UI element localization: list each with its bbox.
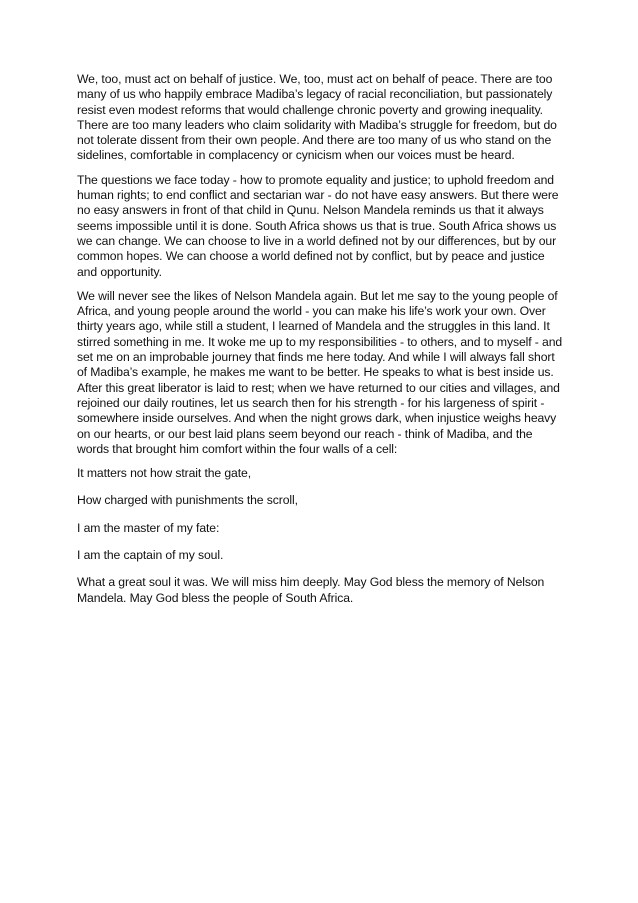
document-body [77, 72, 565, 615]
verse-line-4: I am the captain of my soul. [77, 548, 224, 563]
closing-paragraph: What a great soul it was. We will miss him deeply. May God bless the memory of Nelson Mandela. May God bless the people of South Africa. [77, 575, 545, 605]
paragraph-questions-we-face: The questions we face today - how to promote equality and justice; to uphold freedom and human rights; to end conflict and sectarian war - do not have easy answers. But there were no easy answers in front of that child in Qunu. Nelson Mandela reminds us that it always seems impossible until it is done. South Africa shows us that is true. South Africa shows us we can change. We can choose to live in a world defined not by our differences, but by our common hopes. We can choose a world defined not by conflict, but by peace and justice and opportunity. [77, 172, 559, 279]
verse-line-3: I am the master of my fate: [77, 520, 220, 535]
paragraph-young-people: We will never see the likes of Nelson Mandela again. But let me say to the young people of Africa, and young people around the world - you can make his life’s work your own. Over thirty years ago, while still a student, I learned of Mandela and the struggles in this land. It stirred something in me. It woke me up to my responsibilities - to others, and to myself - and set me on an improbable journey that finds me here today. And while I will always fall short of Madiba’s example, he makes me want to be better. He speaks to what is best inside us. After this great liberator is laid to rest; when we have returned to our cities and villages, and rejoined our daily routines, let us search then for his strength - for his largeness of spirit - somewhere inside ourselves. And when the night grows dark, when injustice weighs heavy on our hearts, or our best laid plans seem beyond our reach - think of Madiba, and the words that brought him comfort within the four walls of a cell: [77, 288, 563, 456]
verse-line-2: How charged with punishments the scroll, [77, 493, 298, 508]
verse-line-1: It matters not how strait the gate, [77, 466, 251, 481]
paragraph-justice-and-peace: We, too, must act on behalf of justice. We, too, must act on behalf of peace. There are too many of us who happily embrace Madiba’s legacy of racial reconciliation, but passionately resist even modest reforms that would challenge chronic poverty and growing inequality. There are too many leaders who claim solidarity with Madiba’s struggle for freedom, but do not tolerate dissent from their own people. And there are too many of us who stand on the sidelines, comfortable in complacency or cynicism when our voices must be heard. [77, 72, 557, 163]
